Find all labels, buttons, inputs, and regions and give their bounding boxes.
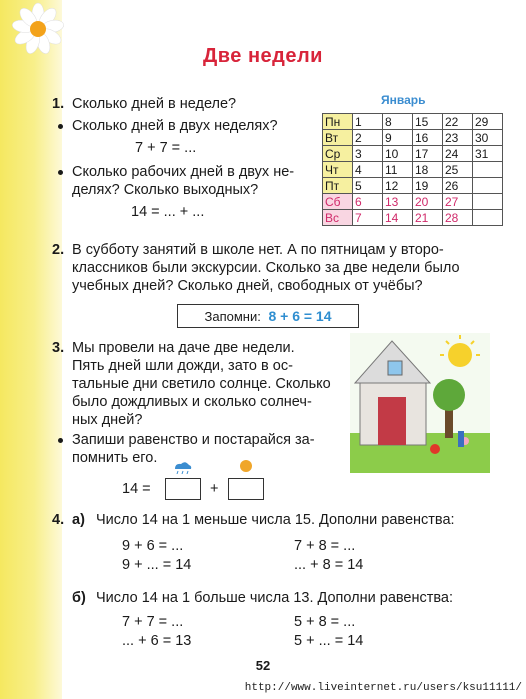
task3-number: 3. (52, 340, 65, 356)
task1-question3-line2: делях? Сколько выходных? (72, 182, 259, 198)
remember-equation: 8 + 6 = 14 (268, 308, 332, 324)
calendar-row (323, 194, 503, 210)
calendar-date: 4 (353, 162, 383, 178)
calendar-table (322, 113, 503, 226)
task4-a-eq2: 7 + 8 = ... (294, 538, 356, 554)
calendar-date: 14 (383, 210, 413, 226)
calendar-date (473, 194, 503, 210)
task3-line1: Мы провели на даче две недели. (72, 340, 295, 356)
calendar-date (473, 210, 503, 226)
task4-a-text: Число 14 на 1 меньше числа 15. Дополни равенства: (96, 512, 455, 528)
remember-box (177, 304, 359, 328)
calendar-row (323, 130, 503, 146)
calendar-date: 13 (383, 194, 413, 210)
calendar-weekday: Пн (323, 114, 353, 130)
calendar-date: 25 (443, 162, 473, 178)
calendar-weekday: Пт (323, 178, 353, 194)
calendar-date: 5 (353, 178, 383, 194)
task4-b-eq4: 5 + ... = 14 (294, 633, 364, 649)
task1-question2: Сколько дней в двух неделях? (72, 118, 278, 134)
bullet-dot (58, 170, 63, 175)
calendar-weekday: Вс (323, 210, 353, 226)
task1-equation2: 14 = ... + ... (131, 204, 205, 220)
calendar-date: 3 (353, 146, 383, 162)
task3-equation-plus: + (210, 481, 219, 497)
task1-question1: Сколько дней в неделе? (72, 96, 237, 112)
remember-label: Запомни: (204, 309, 261, 324)
country-house-illustration (350, 333, 490, 473)
task3-equation-left: 14 = (122, 481, 151, 497)
calendar-date: 8 (383, 114, 413, 130)
calendar-row (323, 178, 503, 194)
task4-a-eq3: 9 + ... = 14 (122, 557, 192, 573)
calendar-date: 29 (473, 114, 503, 130)
calendar-date: 23 (443, 130, 473, 146)
calendar-date: 7 (353, 210, 383, 226)
calendar-date: 18 (413, 162, 443, 178)
task4-a-label: а) (72, 512, 85, 528)
calendar-date: 24 (443, 146, 473, 162)
calendar-weekday: Вт (323, 130, 353, 146)
task4-number: 4. (52, 512, 65, 528)
calendar-date: 28 (443, 210, 473, 226)
task1-question3-line1: Сколько рабочих дней в двух не- (72, 164, 295, 180)
calendar-date (473, 178, 503, 194)
calendar-date (473, 162, 503, 178)
task2-number: 2. (52, 242, 65, 258)
calendar-date: 2 (353, 130, 383, 146)
calendar-date: 20 (413, 194, 443, 210)
calendar-date: 31 (473, 146, 503, 162)
watermark-url: http://www.liveinternet.ru/users/ksu11111/ (244, 682, 522, 694)
answer-box-sunny[interactable] (228, 478, 264, 500)
calendar-date: 22 (443, 114, 473, 130)
calendar-date: 1 (353, 114, 383, 130)
calendar-date: 15 (413, 114, 443, 130)
task1-number: 1. (52, 96, 65, 112)
task4-b-eq1: 7 + 7 = ... (122, 614, 184, 630)
calendar-date: 12 (383, 178, 413, 194)
calendar-title: Январь (381, 93, 426, 107)
task2-line2: классников были экскурсии. Сколько за две недели было (72, 260, 460, 276)
task3-line5: ных дней? (72, 412, 143, 428)
task2-line3: учебных дней? Сколько дней, свободных от учёбы? (72, 278, 423, 294)
rain-cloud-icon (171, 460, 193, 474)
calendar-date: 10 (383, 146, 413, 162)
calendar-date: 6 (353, 194, 383, 210)
task3-line3: тальные дни светило солнце. Сколько (72, 376, 331, 392)
task1-equation1: 7 + 7 = ... (135, 140, 197, 156)
calendar-weekday: Сб (323, 194, 353, 210)
calendar-date: 30 (473, 130, 503, 146)
calendar-weekday: Ср (323, 146, 353, 162)
calendar-date: 9 (383, 130, 413, 146)
calendar-date: 27 (443, 194, 473, 210)
calendar-date: 17 (413, 146, 443, 162)
page-number: 52 (255, 658, 271, 673)
calendar-date: 16 (413, 130, 443, 146)
task4-a-eq4: ... + 8 = 14 (294, 557, 364, 573)
task4-b-eq2: 5 + 8 = ... (294, 614, 356, 630)
calendar-date: 21 (413, 210, 443, 226)
task4-b-text: Число 14 на 1 больше числа 13. Дополни равенства: (96, 590, 454, 606)
answer-box-rainy[interactable] (165, 478, 201, 500)
calendar-row (323, 162, 503, 178)
task4-b-eq3: ... + 6 = 13 (122, 633, 192, 649)
task3-b-line1: Запиши равенство и постарайся за- (72, 432, 315, 448)
calendar-row (323, 146, 503, 162)
calendar-row (323, 210, 503, 226)
calendar-date: 11 (383, 162, 413, 178)
bullet-dot (58, 438, 63, 443)
task3-b-line2: помнить его. (72, 450, 158, 466)
calendar-row (323, 114, 503, 130)
calendar-date: 26 (443, 178, 473, 194)
calendar-weekday: Чт (323, 162, 353, 178)
task3-line4: было дождливых и сколько солнеч- (72, 394, 312, 410)
bullet-dot (58, 124, 63, 129)
task2-line1: В субботу занятий в школе нет. А по пятницам у второ- (72, 242, 444, 258)
task4-b-label: б) (72, 590, 86, 606)
sun-icon (239, 459, 253, 473)
calendar-date: 19 (413, 178, 443, 194)
task3-line2: Пять дней шли дожди, зато в ос- (72, 358, 293, 374)
task4-a-eq1: 9 + 6 = ... (122, 538, 184, 554)
page-title: Две недели (203, 45, 323, 67)
